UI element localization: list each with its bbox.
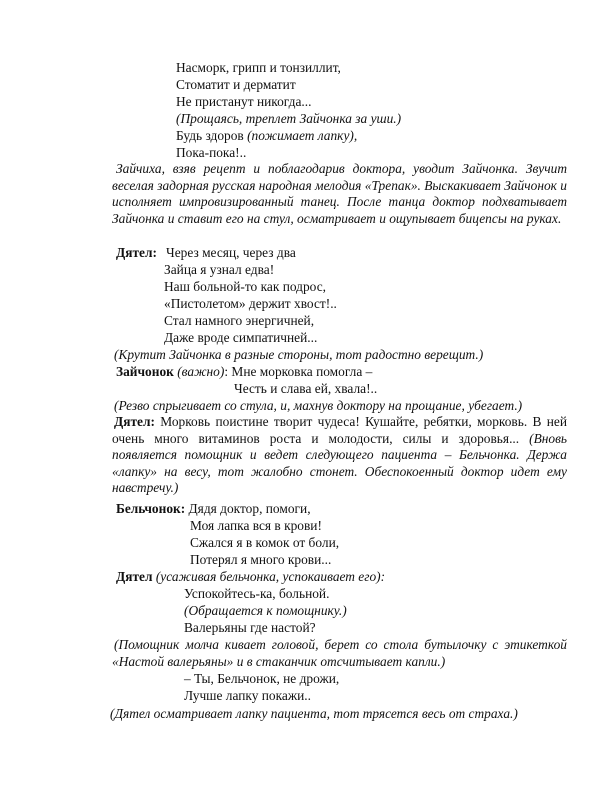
dialogue-text: Морковь поистине творит чудеса! Кушайте, ребятки, морковь. В ней очень много витаминов роста и молодости, силы и здоровья... [112,414,567,446]
verse-line: – Ты, Бельчонок, не дрожи, [184,671,340,686]
verse-line [176,128,357,144]
speaker-label: Дятел: [114,414,155,429]
stage-direction-inline: (пожимает лапку), [247,128,358,143]
speaker-label: Бельчонок: [116,501,186,516]
verse-line: Даже вроде симпатичней... [164,330,318,345]
stage-direction: (Крутит Зайчонка в разные стороны, тот радостно верещит.) [114,347,484,362]
verse-line: Сжался я в комок от боли, [190,535,340,550]
speaker-line [116,501,311,517]
verse-line: Стал намного энергичней, [164,313,315,328]
verse-line: Наш больной-то как подрос, [164,279,327,294]
verse-line: Лучше лапку покажи.. [184,688,311,703]
verse-line: Успокойтесь-ка, больной. [184,586,330,601]
verse-line: «Пистолетом» держит хвост!.. [164,296,337,311]
stage-direction: (Прощаясь, треплет Зайчонка за уши.) [176,111,402,126]
narrative-paragraph: (Помощник молча кивает головой, берет со стола бутылочку с этикеткой «Настой валерьяны» и в стаканчик отсчитывает капли.) [112,637,567,669]
verse-line: Не пристанут никогда... [176,94,312,109]
speaker-line [116,569,385,585]
verse-line: Пока-пока!.. [176,145,247,160]
verse-text: Будь здоров [176,128,248,143]
dialogue-paragraph [112,414,567,497]
speaker-line [116,364,372,380]
verse-text: Дядя доктор, помоги, [185,501,311,516]
verse-text: : Мне морковка помогла – [224,364,373,379]
verse-line: Потерял я много крови... [190,552,332,567]
stage-direction: (Дятел осматривает лапку пациента, тот трясется весь от страха.) [110,706,518,721]
speaker-label: Дятел: [116,245,157,260]
verse-line: Моя лапка вся в крови! [190,518,322,533]
verse-line: Насморк, грипп и тонзиллит, [176,60,341,75]
verse-line: Честь и слава ей, хвала!.. [234,381,378,396]
stage-direction-inline: (Вновь появляется помощник и ведет следующего пациента – Бельчонка. Держа «лапку» на весу, тот жалобно стонет. Обеспокоенный доктор идет ему навстречу.) [112,430,567,496]
verse-line: Через месяц, через два [166,245,296,260]
narrative-paragraph: Зайчиха, взяв рецепт и поблагодарив доктора, уводит Зайчонка. Звучит веселая задорная русская народная мелодия «Трепак». Выскакивает Зайчонок и исполняет импровизированный танец. После танца доктор подхватывает Зайчонка и ставит его на стул, осматривает и ощупывает бицепсы на руках. [112,161,567,226]
stage-direction-inline: (важно) [173,364,225,379]
stage-direction: (Резво спрыгивает со стула, и, махнув доктору на прощание, убегает.) [114,398,523,413]
stage-direction-inline: (усаживая бельчонка, успокаивает его): [152,569,386,584]
verse-line: Зайца я узнал едва! [164,262,275,277]
verse-line: Стоматит и дерматит [176,77,296,92]
stage-direction: (Обращается к помощнику.) [184,603,347,618]
verse-line: Валерьяны где настой? [184,620,316,635]
speaker-label: Зайчонок [116,364,174,379]
speaker-label: Дятел [116,569,153,584]
